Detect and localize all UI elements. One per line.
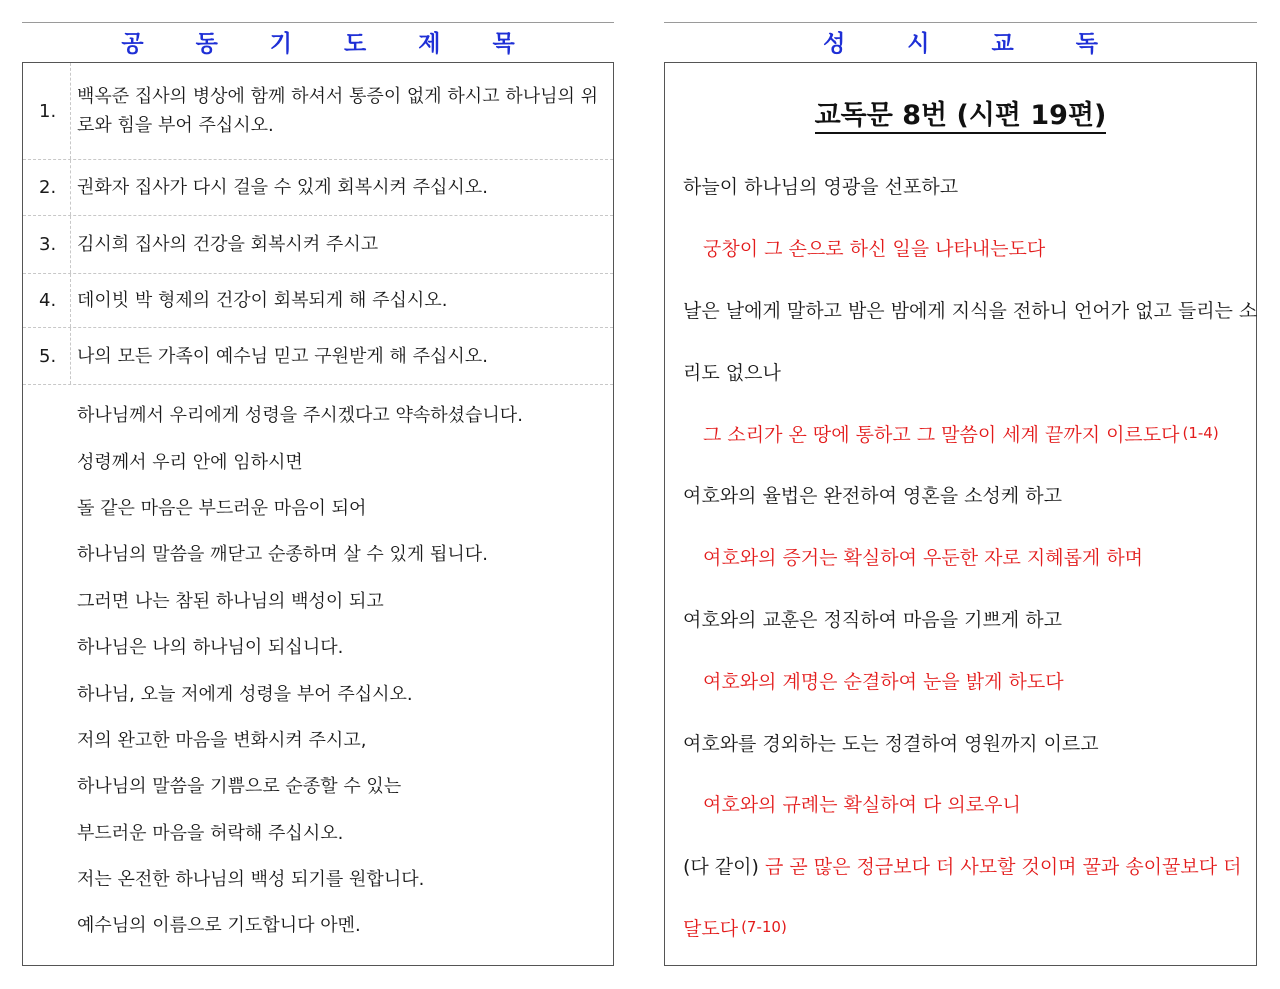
prayer-item-text: 권화자 집사가 다시 걸을 수 있게 회복시켜 주십시오.	[77, 177, 488, 198]
verse-line-leader	[683, 588, 1248, 650]
prayer-line: 그러면 나는 참된 하나님의 백성이 되고	[77, 590, 384, 612]
verse-line-leader	[683, 464, 1248, 526]
prayer-item-number: 3.	[23, 216, 71, 273]
heading-char: 목	[492, 30, 515, 57]
prayer-item	[23, 63, 613, 160]
prayer-line: 돌 같은 마음은 부드러운 마음이 되어	[77, 497, 367, 519]
verse-line-congregation	[683, 217, 1248, 279]
verse-line-all	[683, 897, 1248, 959]
heading-char: 제	[418, 30, 441, 57]
verse-reference: (7-10)	[741, 918, 787, 937]
prayer-item-number: 5.	[23, 328, 71, 384]
prayer-item	[23, 274, 613, 328]
verse-line-congregation	[683, 402, 1248, 464]
verse-text: 여호와의 교훈은 정직하여 마음을 기쁘게 하고	[683, 608, 1062, 631]
prayer-box	[22, 62, 614, 966]
heading-char: 교	[991, 30, 1014, 57]
prayer-body	[23, 385, 613, 948]
reading-title	[665, 93, 1256, 135]
verse-line-congregation	[683, 526, 1248, 588]
verse-text: 여호와의 규례는 확실하여 다 의로우니	[703, 794, 1021, 817]
verse-text: 리도 없으나	[683, 361, 781, 384]
prayer-item-number: 2.	[23, 160, 71, 215]
heading-char: 공	[121, 30, 144, 57]
prayer-item-text: 김시희 집사의 건강을 회복시켜 주시고	[77, 234, 379, 255]
prayer-item-text: 백옥준 집사의 병상에 함께 하셔서 통증이 없게 하시고 하나님의 위로와 힘을 부어 주십시오.	[77, 86, 598, 136]
reading-verses	[665, 155, 1256, 958]
heading-char: 기	[269, 30, 292, 57]
verse-text: 달도다	[683, 917, 739, 940]
prayer-line: 예수님의 이름으로 기도합니다 아멘.	[77, 915, 361, 937]
prayer-item	[23, 216, 613, 274]
verse-line-leader	[683, 340, 1248, 402]
heading-char: 도	[344, 30, 367, 57]
verse-prefix: (다 같이)	[683, 856, 759, 879]
prayer-list	[23, 63, 613, 385]
heading-char: 성	[823, 30, 846, 57]
verse-text: 날은 날에게 말하고 밤은 밤에게 지식을 전하니 언어가 없고 들리는 소	[683, 299, 1258, 322]
prayer-line: 하나님, 오늘 저에게 성령을 부어 주십시오.	[77, 683, 413, 705]
verse-line-congregation	[683, 773, 1248, 835]
prayer-line: 성령께서 우리 안에 임하시면	[77, 451, 303, 473]
reading-title-text: 교독문 8번 (시편 19편)	[815, 100, 1107, 134]
prayer-line: 부드러운 마음을 허락해 주십시오.	[77, 822, 344, 844]
verse-line-all	[683, 835, 1248, 897]
prayer-item-text: 데이빗 박 형제의 건강이 회복되게 해 주십시오.	[77, 290, 448, 311]
prayer-heading	[22, 22, 614, 59]
prayer-line: 저의 완고한 마음을 변화시켜 주시고,	[77, 729, 367, 751]
verse-reference: (1-4)	[1182, 424, 1219, 443]
reading-heading	[664, 22, 1257, 59]
verse-line-leader	[683, 279, 1258, 341]
verse-text: 여호와의 계명은 순결하여 눈을 밝게 하도다	[703, 670, 1064, 693]
verse-text: 궁창이 그 손으로 하신 일을 나타내는도다	[703, 238, 1046, 261]
verse-text: 여호와를 경외하는 도는 정결하여 영원까지 이르고	[683, 732, 1099, 755]
reading-box	[664, 62, 1257, 966]
verse-text: 금 곧 많은 정금보다 더 사모할 것이며 꿀과 송이꿀보다 더	[764, 856, 1242, 879]
prayer-line: 하나님께서 우리에게 성령을 주시겠다고 약속하셨습니다.	[77, 405, 523, 427]
verse-line-leader	[683, 711, 1248, 773]
verse-text: 여호와의 율법은 완전하여 영혼을 소성케 하고	[683, 485, 1062, 508]
prayer-line: 하나님의 말씀을 기쁨으로 순종할 수 있는	[77, 776, 402, 798]
prayer-item-number: 4.	[23, 274, 71, 327]
verse-text: 하늘이 하나님의 영광을 선포하고	[683, 176, 959, 199]
verse-text: 여호와의 증거는 확실하여 우둔한 자로 지혜롭게 하며	[703, 547, 1144, 570]
prayer-item	[23, 160, 613, 216]
verse-text: 그 소리가 온 땅에 통하고 그 말씀이 세계 끝까지 이르도다	[703, 423, 1180, 446]
prayer-line: 저는 온전한 하나님의 백성 되기를 원합니다.	[77, 869, 425, 891]
prayer-line: 하나님의 말씀을 깨닫고 순종하며 살 수 있게 됩니다.	[77, 544, 488, 566]
prayer-item-text: 나의 모든 가족이 예수님 믿고 구원받게 해 주십시오.	[77, 345, 488, 367]
heading-char: 독	[1075, 30, 1098, 57]
prayer-item-number: 1.	[23, 63, 71, 159]
verse-line-leader	[683, 155, 1248, 217]
verse-line-congregation	[683, 649, 1248, 711]
prayer-line: 하나님은 나의 하나님이 되십니다.	[77, 637, 344, 659]
prayer-item	[23, 328, 613, 385]
heading-char: 시	[907, 30, 930, 57]
heading-char: 동	[195, 30, 218, 57]
